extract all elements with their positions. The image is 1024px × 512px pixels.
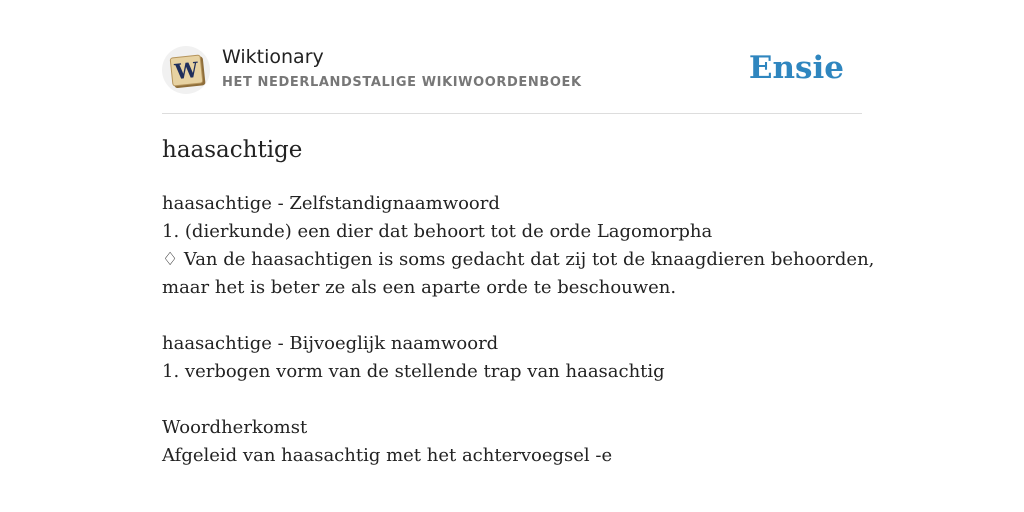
ensie-brand-link[interactable]: Ensie [748,50,844,86]
adjective-definition: 1. verbogen vorm van de stellende trap van haasachtig [162,361,665,382]
noun-definition: 1. (dierkunde) een dier dat behoort tot de orde Lagomorpha [162,221,713,242]
section-spacer [162,386,862,414]
logo-tile: W [170,54,204,86]
noun-example-line-1: ♢ Van de haasachtigen is soms gedacht dat zij tot de knaagdieren behoorden, [162,249,875,270]
etymology-heading: Woordherkomst [162,417,308,438]
wiktionary-logo-icon[interactable] [162,46,210,94]
page-title: haasachtige [162,137,303,163]
site-subtitle: HET NEDERLANDSTALIGE WIKIWOORDENBOEK [222,75,582,90]
noun-example-line-2: maar het is beter ze als een aparte orde te beschouwen. [162,277,677,298]
site-name-link[interactable]: Wiktionary [222,46,324,68]
noun-heading: haasachtige - Zelfstandignaamwoord [162,193,500,214]
adjective-heading: haasachtige - Bijvoeglijk naamwoord [162,333,499,354]
site-header [162,40,862,114]
etymology-text: Afgeleid van haasachtig met het achtervoegsel -e [162,445,613,466]
section-spacer [162,302,862,330]
entry-content [162,190,875,470]
